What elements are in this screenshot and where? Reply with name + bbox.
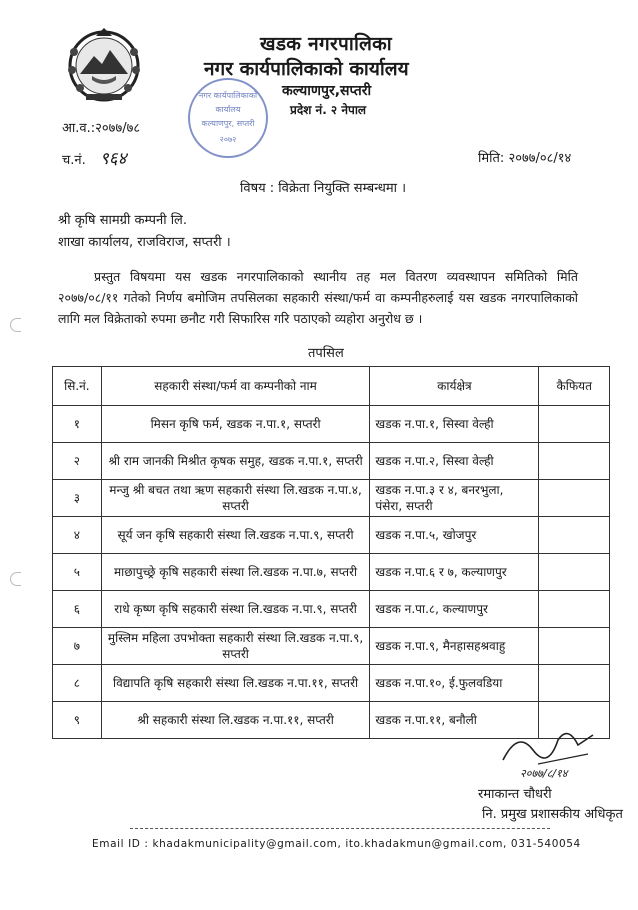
table-header-row bbox=[53, 367, 610, 406]
header-area: कार्यक्षेत्र bbox=[370, 367, 539, 406]
row-remark bbox=[539, 591, 610, 628]
stamp-line-1: नगर कार्यपालिकाको bbox=[198, 91, 258, 100]
row-sn: ६ bbox=[53, 591, 102, 628]
municipality-name: खडक नगरपालिका bbox=[260, 33, 392, 55]
binder-hole-icon bbox=[10, 318, 21, 332]
row-sn: ३ bbox=[53, 480, 102, 517]
row-name: माछापुच्छ्रे कृषि सहकारी संस्था लि.खडक न.पा.७, सप्तरी bbox=[101, 554, 370, 591]
ref-label: च.नं. bbox=[62, 153, 86, 168]
letter-body: प्रस्तुत विषयमा यस खडक नगरपालिकाको स्थानीय तह मल वितरण व्यवस्थापन समितिको मिति २०७७/०८/११ गतेको निर्णय बमोजिम तपसिलका सहकारी संस्था/फर्म वा कम्पनीहरुलाई यस खडक नगरपालिकाको लागि मल विक्रेताको रुपमा छनौट गरी सिफारिस गरि पठाएको व्यहोरा अनुरोध छ । bbox=[58, 269, 578, 326]
row-name: श्री सहकारी संस्था लि.खडक न.पा.११, सप्तरी bbox=[101, 702, 370, 739]
signature-scribble-icon bbox=[498, 720, 608, 770]
row-remark bbox=[539, 480, 610, 517]
row-area: खडक न.पा.११, बनौली bbox=[370, 702, 539, 739]
row-sn: ४ bbox=[53, 517, 102, 554]
header-name: सहकारी संस्था/फर्म वा कम्पनीको नाम bbox=[101, 367, 370, 406]
recipient-line-1: श्री कृषि सामग्री कम्पनी लि. bbox=[58, 213, 188, 228]
office-address: कल्याणपुर,सप्तरी bbox=[282, 83, 372, 99]
recipient-line-2: शाखा कार्यालय, राजविराज, सप्तरी । bbox=[58, 235, 231, 250]
header-remark: कैफियत bbox=[539, 367, 610, 406]
row-sn: १ bbox=[53, 406, 102, 443]
table-row bbox=[53, 591, 610, 628]
table-row bbox=[53, 406, 610, 443]
row-area: खडक न.पा.१, सिस्वा वेल्ही bbox=[370, 406, 539, 443]
binder-hole-icon bbox=[10, 572, 21, 586]
signature-date: २०७७/८/१४ bbox=[520, 767, 568, 780]
row-area: खडक न.पा.६ र ७, कल्याणपुर bbox=[370, 554, 539, 591]
row-name: सूर्य जन कृषि सहकारी संस्था लि.खडक न.पा.९, सप्तरी bbox=[101, 517, 370, 554]
reference-number bbox=[62, 146, 126, 169]
row-area: खडक न.पा.३ र ४, बनरभुला, पंसेरा, सप्तरी bbox=[370, 480, 539, 517]
nepal-emblem-icon bbox=[62, 22, 146, 106]
row-sn: ९ bbox=[53, 702, 102, 739]
table-caption: तपसिल bbox=[308, 346, 344, 361]
table-row bbox=[53, 480, 610, 517]
row-name: श्री राम जानकी मिश्रीत कृषक समुह, खडक न.पा.१, सप्तरी bbox=[101, 443, 370, 480]
row-area: खडक न.पा.२, सिस्वा वेल्ही bbox=[370, 443, 539, 480]
header-sn: सि.नं. bbox=[53, 367, 102, 406]
footer-contact: Email ID : khadakmunicipality@gmail.com, ito.khadakmun@gmail.com, 031-540054 bbox=[92, 838, 581, 850]
row-sn: ८ bbox=[53, 665, 102, 702]
row-area: खडक न.पा.५, खोजपुर bbox=[370, 517, 539, 554]
office-name: नगर कार्यपालिकाको कार्यालय bbox=[204, 58, 409, 80]
signature-block bbox=[478, 720, 628, 830]
stamp-line-3: कल्याणपुर, सप्तरी bbox=[201, 119, 255, 128]
row-remark bbox=[539, 665, 610, 702]
table-row bbox=[53, 517, 610, 554]
row-remark bbox=[539, 628, 610, 665]
row-remark bbox=[539, 443, 610, 480]
row-area: खडक न.पा.९, मैनहासहश्रवाहु bbox=[370, 628, 539, 665]
row-area: खडक न.पा.८, कल्याणपुर bbox=[370, 591, 539, 628]
row-remark bbox=[539, 517, 610, 554]
letter-date bbox=[478, 148, 571, 166]
date-value: २०७७/०८/१४ bbox=[508, 151, 572, 166]
stamp-line-4: २०७२ bbox=[219, 135, 237, 144]
row-sn: ५ bbox=[53, 554, 102, 591]
ref-value: ९६४ bbox=[99, 149, 127, 169]
fiscal-year: आ.व.:२०७७/७८ bbox=[62, 121, 141, 136]
row-name: मुस्लिम महिला उपभोक्ता सहकारी संस्था लि.खडक न.पा.९, सप्तरी bbox=[101, 628, 370, 665]
office-stamp bbox=[188, 78, 268, 158]
row-area: खडक न.पा.१०, ई.फुलवडिया bbox=[370, 665, 539, 702]
signatory-name: रमाकान्त चौधरी bbox=[478, 787, 552, 802]
signatory-title: नि. प्रमुख प्रशासकीय अधिकृत bbox=[482, 807, 623, 822]
table-row bbox=[53, 554, 610, 591]
row-name: मिसन कृषि फर्म, खडक न.पा.१, सप्तरी bbox=[101, 406, 370, 443]
table-row bbox=[53, 443, 610, 480]
province-label: प्रदेश नं. २ नेपाल bbox=[290, 103, 367, 117]
footer-divider bbox=[130, 828, 550, 829]
table-row bbox=[53, 628, 610, 665]
row-sn: ७ bbox=[53, 628, 102, 665]
date-label: मिति: bbox=[478, 151, 505, 166]
recommendation-table bbox=[52, 366, 610, 739]
row-name: मन्जु श्री बचत तथा ऋण सहकारी संस्था लि.खडक न.पा.४, सप्तरी bbox=[101, 480, 370, 517]
subject-line: विषय : विक्रेता नियुक्ति सम्बन्धमा । bbox=[240, 181, 407, 196]
row-remark bbox=[539, 406, 610, 443]
stamp-line-2: कार्यालय bbox=[215, 105, 241, 114]
table-row bbox=[53, 665, 610, 702]
row-name: विद्यापति कृषि सहकारी संस्था लि.खडक न.पा.११, सप्तरी bbox=[101, 665, 370, 702]
row-sn: २ bbox=[53, 443, 102, 480]
row-remark bbox=[539, 554, 610, 591]
row-name: राधे कृष्ण कृषि सहकारी संस्था लि.खडक न.पा.९, सप्तरी bbox=[101, 591, 370, 628]
